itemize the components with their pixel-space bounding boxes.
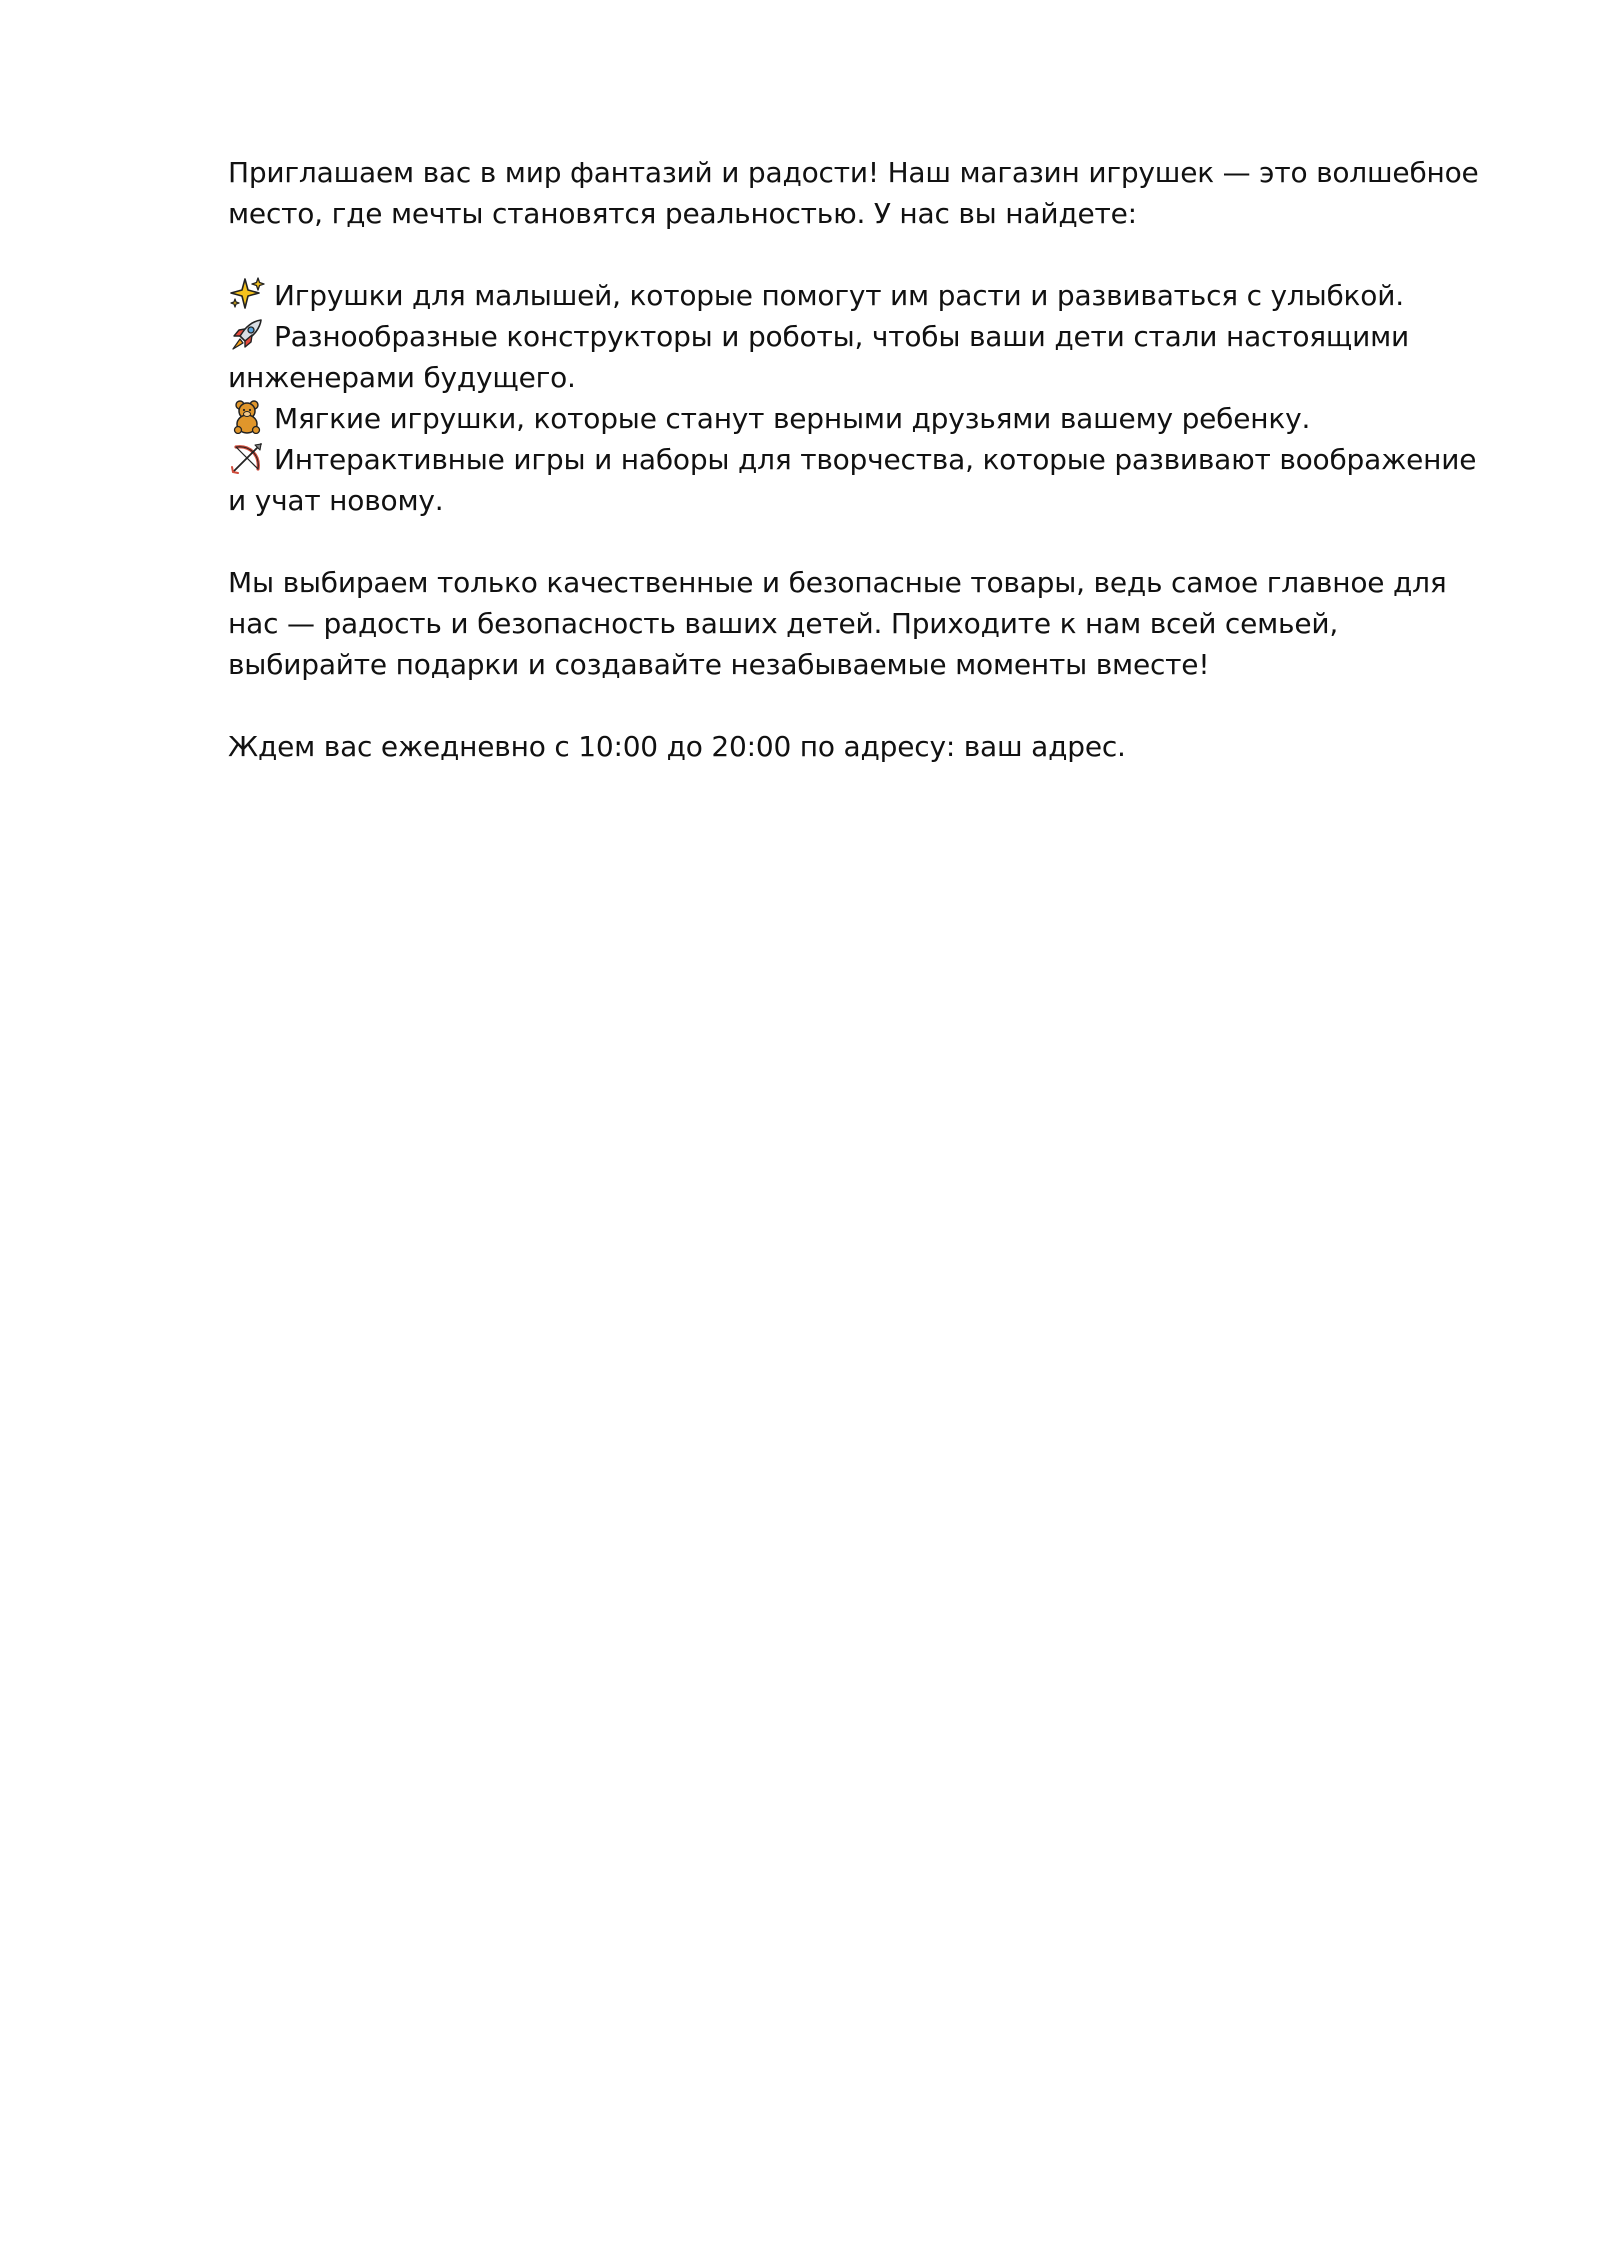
paragraph-gap	[228, 234, 1488, 275]
list-item	[228, 439, 1488, 521]
list-item-text: Игрушки для малышей, которые помогут им расти и развиваться с улыбкой.	[274, 279, 1404, 312]
sparkles-icon	[228, 277, 266, 311]
paragraph-gap	[228, 521, 1488, 562]
list-item-text: Интерактивные игры и наборы для творчества, которые развивают воображение и учат новому.	[228, 443, 1477, 517]
list-item	[228, 316, 1488, 398]
list-item-text: Разнообразные конструкторы и роботы, чтобы ваши дети стали настоящими инженерами будущего.	[228, 320, 1410, 394]
list-item	[228, 275, 1488, 316]
document-page	[228, 152, 1488, 767]
bow-and-arrow-icon	[228, 441, 266, 475]
quality-paragraph: Мы выбираем только качественные и безопасные товары, ведь самое главное для нас — радость и безопасность ваших детей. Приходите к нам всей семьей, выбирайте подарки и создавайте незабываемые моменты вместе!	[228, 566, 1447, 681]
hours-paragraph: Ждем вас ежедневно с 10:00 до 20:00 по адресу: ваш адрес.	[228, 730, 1126, 763]
teddy-bear-icon	[228, 400, 266, 434]
paragraph-gap	[228, 685, 1488, 726]
rocket-icon	[228, 318, 266, 352]
list-item-text: Мягкие игрушки, которые станут верными друзьями вашему ребенку.	[274, 402, 1311, 435]
intro-paragraph: Приглашаем вас в мир фантазий и радости! Наш магазин игрушек — это волшебное место, где мечты становятся реальностью. У нас вы найдете:	[228, 156, 1479, 230]
list-item	[228, 398, 1488, 439]
